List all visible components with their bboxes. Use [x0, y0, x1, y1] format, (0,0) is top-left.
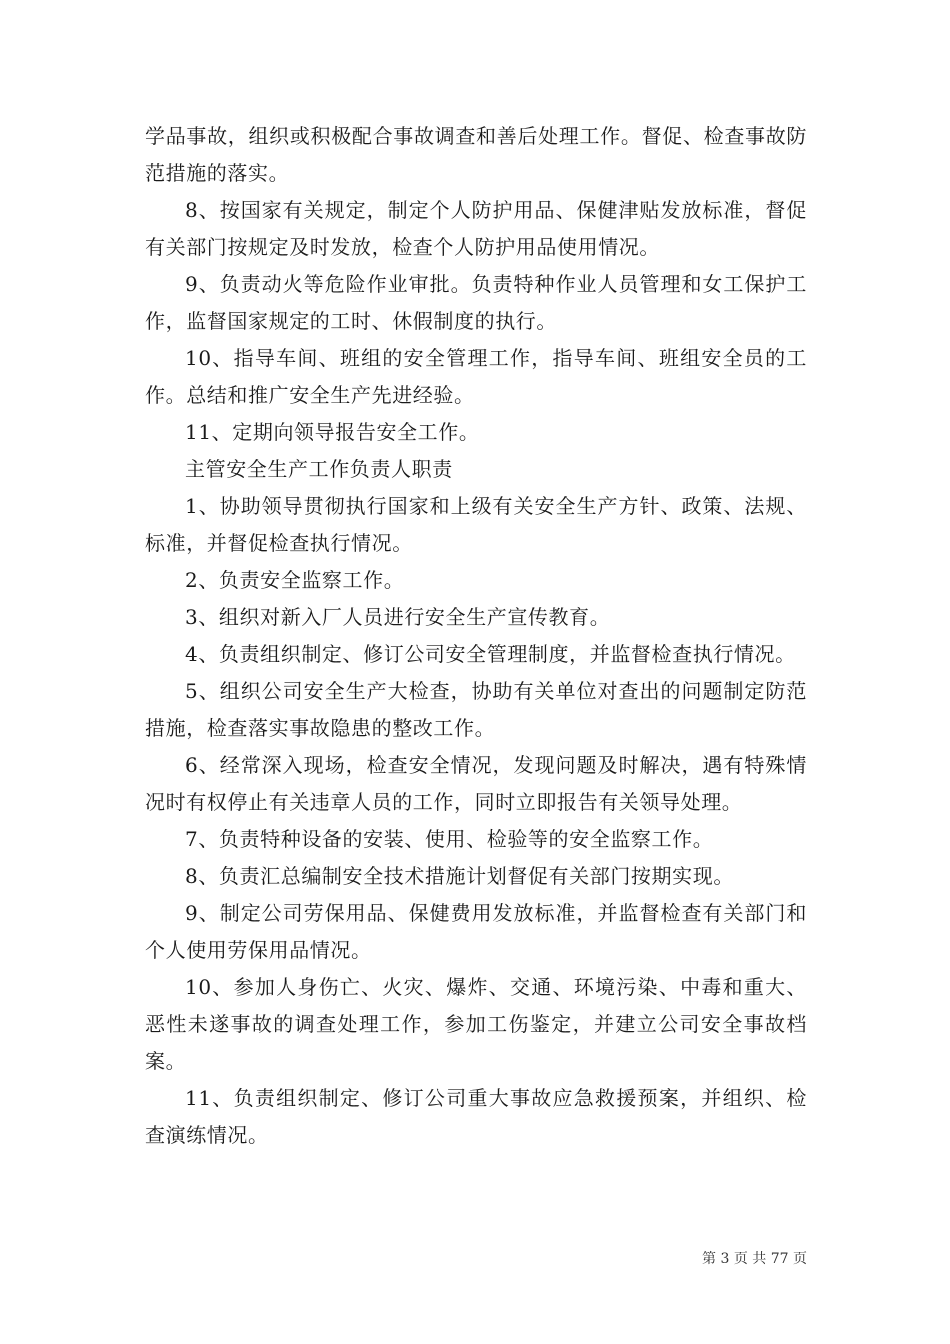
- duty-item-9: 9、制定公司劳保用品、保健费用发放标准，并监督检查有关部门和个人使用劳保用品情况。: [145, 901, 807, 962]
- document-body: [145, 118, 807, 1154]
- duty-item-10: 10、参加人身伤亡、火灾、爆炸、交通、环境污染、中毒和重大、恶性未遂事故的调查处理工作，参加工伤鉴定，并建立公司安全事故档案。: [145, 975, 807, 1073]
- page-number-footer: 第 3 页 共 77 页: [702, 1251, 807, 1267]
- duty-item-8: 8、负责汇总编制安全技术措施计划督促有关部门按期实现。: [185, 864, 734, 888]
- duty-item-7: 7、负责特种设备的安装、使用、检验等的安全监察工作。: [185, 827, 714, 851]
- paragraph-item-9: 9、负责动火等危险作业审批。负责特种作业人员管理和女工保护工作，监督国家规定的工时、休假制度的执行。: [145, 272, 807, 333]
- duty-item-1: 1、协助领导贯彻执行国家和上级有关安全生产方针、政策、法规、标准，并督促检查执行情况。: [145, 494, 807, 555]
- duty-item-11: 11、负责组织制定、修订公司重大事故应急救援预案，并组织、检查演练情况。: [145, 1086, 807, 1147]
- paragraph-continuation: 学品事故，组织或积极配合事故调查和善后处理工作。督促、检查事故防范措施的落实。: [145, 124, 807, 185]
- paragraph-item-10: 10、指导车间、班组的安全管理工作，指导车间、班组安全员的工作。总结和推广安全生产先进经验。: [145, 346, 807, 407]
- paragraph-item-8: 8、按国家有关规定，制定个人防护用品、保健津贴发放标准，督促有关部门按规定及时发放，检查个人防护用品使用情况。: [145, 198, 807, 259]
- duty-item-2: 2、负责安全监察工作。: [185, 568, 405, 592]
- paragraph-item-11: 11、定期向领导报告安全工作。: [185, 420, 480, 444]
- duty-item-5: 5、组织公司安全生产大检查，协助有关单位对查出的问题制定防范措施，检查落实事故隐患的整改工作。: [145, 679, 807, 740]
- duty-item-4: 4、负责组织制定、修订公司安全管理制度，并监督检查执行情况。: [185, 642, 796, 666]
- duty-item-6: 6、经常深入现场，检查安全情况，发现问题及时解决，遇有特殊情况时有权停止有关违章人员的工作，同时立即报告有关领导处理。: [145, 753, 807, 814]
- section-heading: 主管安全生产工作负责人职责: [185, 457, 453, 481]
- duty-item-3: 3、组织对新入厂人员进行安全生产宣传教育。: [185, 605, 611, 629]
